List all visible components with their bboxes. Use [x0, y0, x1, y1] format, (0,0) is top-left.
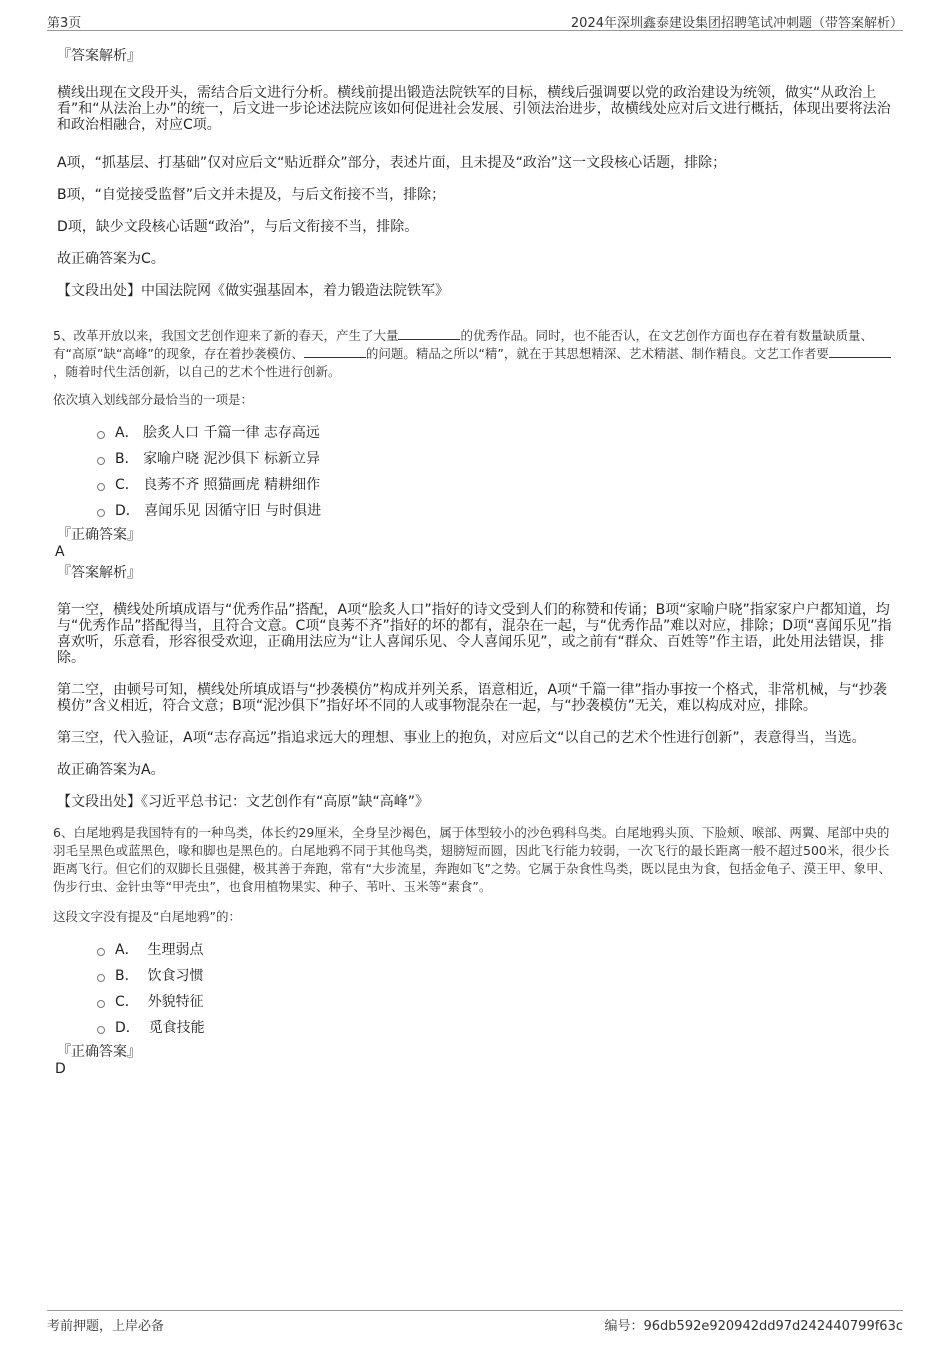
option-b[interactable]: B． 饮食习惯	[97, 963, 897, 989]
correct-answer-label: 『正确答案』	[57, 527, 141, 543]
document-code: 编号：96db592e920942dd97d242440799f63c	[604, 1319, 903, 1334]
correct-answer: D	[55, 1061, 66, 1077]
page-number: 第3页	[47, 16, 82, 31]
passage-source: 【文段出处】中国法院网《做实强基固本，着力锻造法院铁军》	[57, 283, 449, 299]
analysis-paragraph: 第一空，横线处所填成语与“优秀作品”搭配，A项“脍炙人口”指好的诗文受到人们的称赞和传诵；B项“家喻户晓”指家家户户都知道，均与“优秀作品”搭配得当，且符合文意。C项“良莠不齐”指好的坏的都有，混杂在一起，与“优秀作品”难以对应，排除；D项“喜闻乐见”指喜欢听，乐意看，形容很受欢迎，正确用法应为“让人喜闻乐见、令人喜闻乐见”，或之前有“群众、百姓等”作主语，此处用法错误，排除。	[57, 602, 892, 666]
question-prompt: 依次填入划线部分最恰当的一项是：	[53, 392, 254, 407]
page-footer	[47, 1310, 903, 1333]
fill-blank	[304, 345, 366, 358]
fill-blank	[829, 345, 891, 358]
answer-conclusion: 故正确答案为A。	[57, 762, 165, 778]
analysis-paragraph: D项，缺少文段核心话题“政治”，与后文衔接不当，排除。	[57, 219, 419, 235]
correct-answer-label: 『正确答案』	[57, 1044, 141, 1060]
analysis-paragraph: B项，“自觉接受监督”后文并未提及，与后文衔接不当，排除；	[57, 187, 446, 203]
radio-icon[interactable]	[97, 1000, 105, 1008]
option-a[interactable]: A． 脍炙人口 千篇一律 志存高远	[97, 420, 897, 446]
radio-icon[interactable]	[97, 1026, 105, 1034]
question-prompt: 这段文字没有提及“白尾地鸦”的：	[53, 909, 241, 924]
question-stem: 5、改革开放以来，我国文艺创作迎来了新的春天，产生了大量 的优秀作品。同时，也不能否认，在文艺创作方面也存在着有数量缺质量、有“高原”缺“高峰”的现象，存在着抄袭模仿、 的问题。精品之所以“精”，就在于其思想精深、艺术精湛、制作精良。文艺工作者要，随着时代生活创新，以自己的艺术个性进行创新。	[53, 327, 897, 381]
radio-icon[interactable]	[97, 509, 105, 517]
option-c[interactable]: C． 良莠不齐 照猫画虎 精耕细作	[97, 472, 897, 498]
analysis-label: 『答案解析』	[57, 565, 141, 581]
page-header	[47, 10, 903, 31]
option-d[interactable]: D． 喜闻乐见 因循守旧 与时俱进	[97, 498, 897, 524]
footer-slogan: 考前押题，上岸必备	[47, 1319, 165, 1334]
analysis-label: 『答案解析』	[57, 48, 141, 64]
analysis-paragraph: 横线出现在文段开头，需结合后文进行分析。横线前提出锻造法院铁军的目标，横线后强调要以党的政治建设为统领，做实“从政治上看”和“从法治上办”的统一，后文进一步论述法院应该如何促进社会发展、引领法治进步，故横线处应对后文进行概括，体现出要将法治和政治相融合，对应C项。	[57, 85, 891, 133]
radio-icon[interactable]	[97, 974, 105, 982]
analysis-paragraph: 第三空，代入验证，A项“志存高远”指追求远大的理想、事业上的抱负，对应后文“以自己的艺术个性进行创新”，表意得当，当选。	[57, 730, 866, 746]
option-d[interactable]: D． 觅食技能	[97, 1015, 897, 1041]
page-content	[53, 44, 897, 1077]
question-stem: 6、白尾地鸦是我国特有的一种鸟类，体长约29厘米，全身呈沙褐色，属于体型较小的沙色鸦科鸟类。白尾地鸦头顶、下脸颊、喉部、两翼、尾部中央的羽毛呈黑色或蓝黑色，喙和脚也是黑色的。白尾地鸦不同于其他鸟类，翅膀短而圆，因此飞行能力较弱，一次飞行的最长距离一般不超过500米，很少长距离飞行。但它们的双脚长且强健，极其善于奔跑，常有“大步流星，奔跑如飞”之势。它属于杂食性鸟类，既以昆虫为食，包括金龟子、漠王甲、象甲、伪步行虫、金针虫等“甲壳虫”，也食用植物果实、种子、苇叶、玉米等“素食”。	[53, 825, 891, 894]
correct-answer: A	[55, 544, 65, 560]
fill-blank	[398, 327, 460, 340]
analysis-paragraph: A项，“抓基层、打基础”仅对应后文“贴近群众”部分，表述片面，且未提及“政治”这一文段核心话题，排除；	[57, 155, 727, 171]
document-title: 2024年深圳鑫泰建设集团招聘笔试冲刺题（带答案解析）	[570, 16, 903, 31]
passage-source: 【文段出处】《习近平总书记：文艺创作有“高原”缺“高峰”》	[57, 794, 430, 810]
radio-icon[interactable]	[97, 431, 105, 439]
radio-icon[interactable]	[97, 483, 105, 491]
option-c[interactable]: C． 外貌特征	[97, 989, 897, 1015]
option-a[interactable]: A． 生理弱点	[97, 937, 897, 963]
option-b[interactable]: B． 家喻户晓 泥沙俱下 标新立异	[97, 446, 897, 472]
option-list	[57, 420, 897, 524]
option-list	[57, 937, 897, 1041]
radio-icon[interactable]	[97, 948, 105, 956]
radio-icon[interactable]	[97, 457, 105, 465]
analysis-paragraph: 第二空，由顿号可知，横线处所填成语与“抄袭模仿”构成并列关系，语意相近，A项“千篇一律”指办事按一个格式，非常机械，与“抄袭模仿”含义相近，符合文意；B项“泥沙俱下”指好坏不同的人或事物混杂在一起，与“抄袭模仿”无关，难以构成对应，排除。	[57, 682, 887, 714]
answer-conclusion: 故正确答案为C。	[57, 251, 165, 267]
